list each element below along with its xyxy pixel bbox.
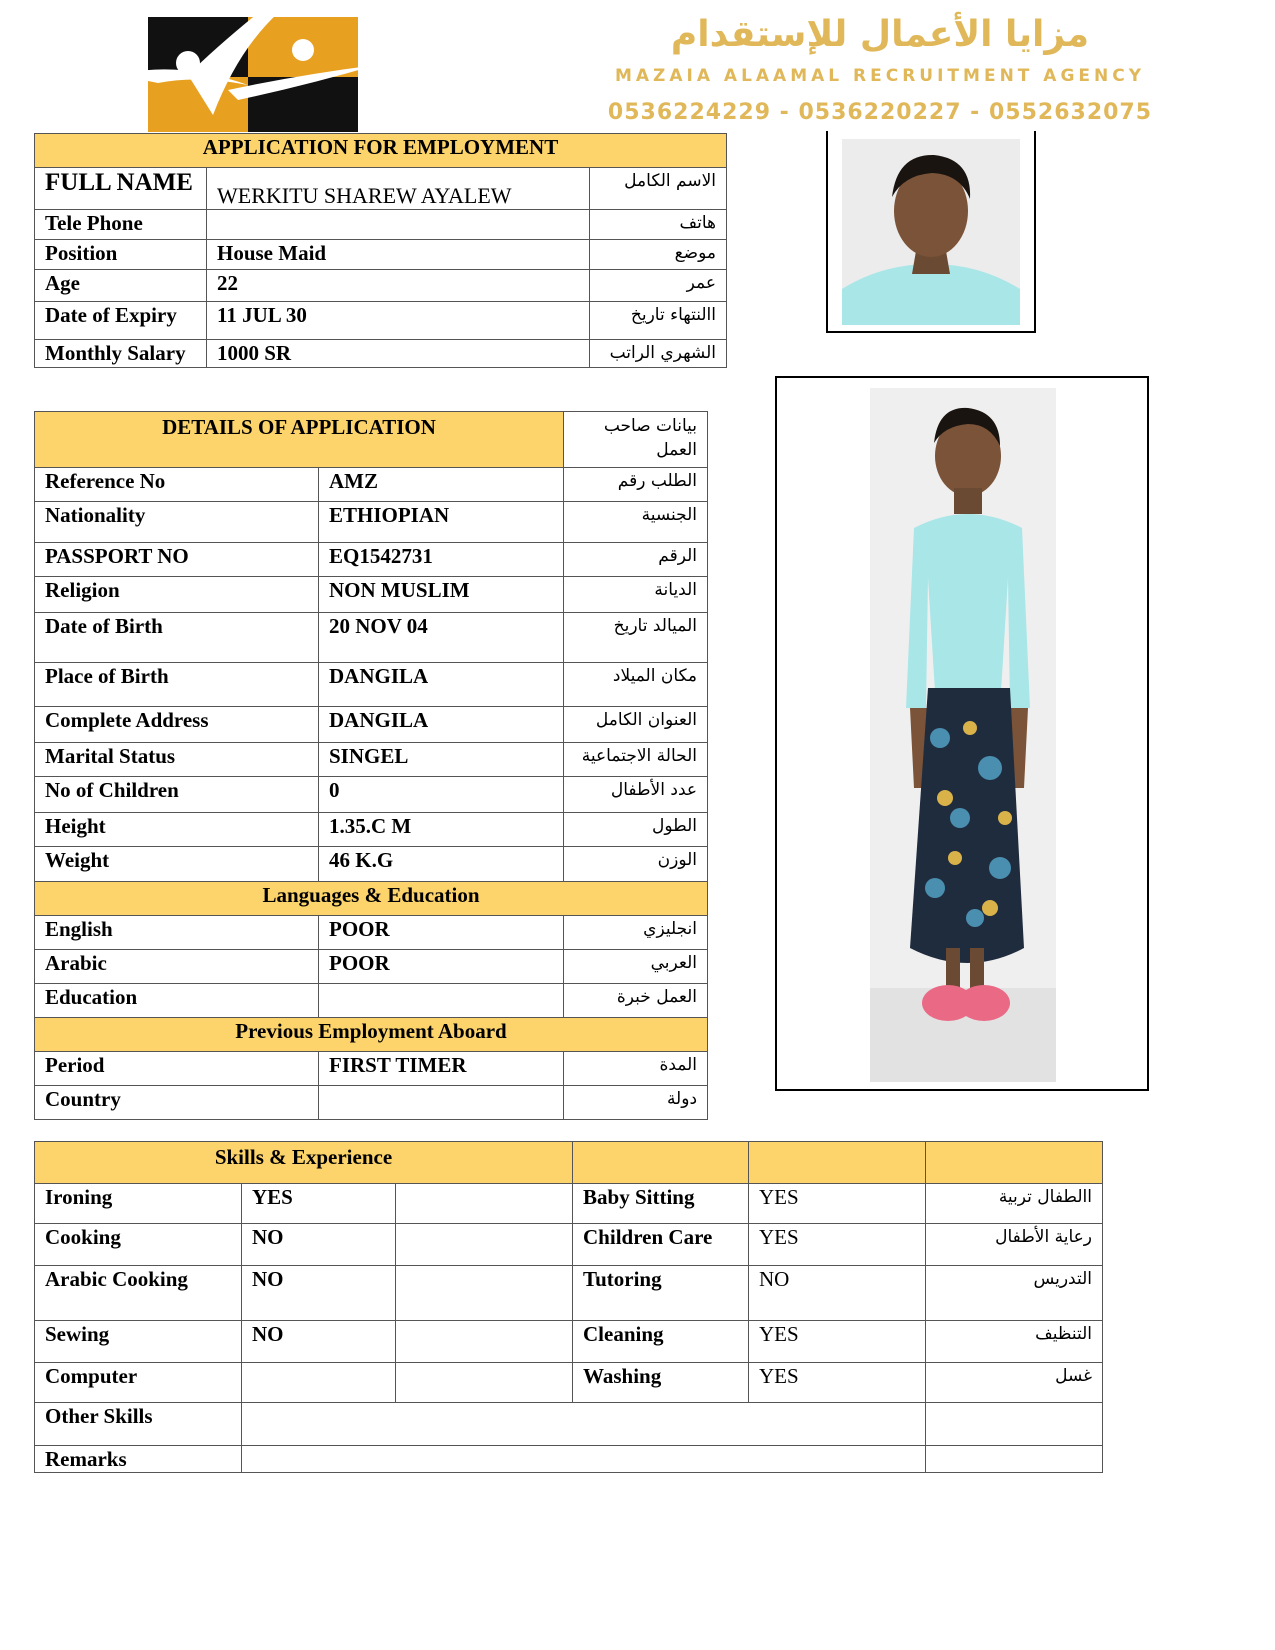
field-label-arabic: الميالد تاريخ (564, 613, 708, 663)
table-row (35, 813, 708, 847)
field-label-arabic: العربي (564, 950, 708, 984)
field-label: Date of Birth (35, 613, 319, 663)
table-row (35, 1446, 1103, 1473)
skill-value: YES (242, 1184, 396, 1224)
field-label-arabic: المدة (564, 1052, 708, 1086)
skill-value: YES (749, 1184, 926, 1224)
table-row (35, 1266, 1103, 1321)
skill-label: Ironing (35, 1184, 242, 1224)
skill-label: Washing (573, 1363, 749, 1403)
skills-title: Skills & Experience (35, 1142, 573, 1184)
field-label-arabic: انجليزي (564, 916, 708, 950)
skill-value (242, 1363, 396, 1403)
full-body-image (870, 388, 1056, 1082)
skill-value: NO (242, 1266, 396, 1321)
table-row (35, 468, 708, 502)
field-value: AMZ (319, 468, 564, 502)
field-value: 46 K.G (319, 847, 564, 882)
field-label-arabic: العمل خبرة (564, 984, 708, 1018)
table-row (35, 168, 727, 210)
field-label: Complete Address (35, 707, 319, 743)
table-row (35, 743, 708, 777)
table-row (35, 916, 708, 950)
field-label-arabic: الرقم (564, 543, 708, 577)
field-value: House Maid (207, 240, 590, 270)
details-title-arabic: بيانات صاحب العمل (564, 412, 708, 468)
agency-name-english: MAZAIA ALAAMAL RECRUITMENT AGENCY (614, 66, 1146, 86)
field-value (207, 210, 590, 240)
skill-label: Sewing (35, 1321, 242, 1363)
table-row (35, 1052, 708, 1086)
field-label-arabic: الطول (564, 813, 708, 847)
field-label: Education (35, 984, 319, 1018)
skill-label-arabic: التنظيف (926, 1321, 1103, 1363)
field-value: 1.35.C M (319, 813, 564, 847)
field-label-arabic: الديانة (564, 577, 708, 613)
field-label-arabic: هاتف (590, 210, 727, 240)
field-label-arabic: دولة (564, 1086, 708, 1120)
field-label: FULL NAME (35, 168, 207, 210)
field-label: PASSPORT NO (35, 543, 319, 577)
skill-label-arabic: غسل (926, 1363, 1103, 1403)
skills-table (34, 1141, 1103, 1473)
skill-label: Tutoring (573, 1266, 749, 1321)
skill-label: Cooking (35, 1224, 242, 1266)
field-label: Religion (35, 577, 319, 613)
field-value (319, 984, 564, 1018)
details-title: DETAILS OF APPLICATION (35, 412, 564, 468)
field-value: 11 JUL 30 (207, 302, 590, 340)
table-row (35, 240, 727, 270)
field-label-arabic: الشهري الراتب (590, 340, 727, 368)
table-row (35, 847, 708, 882)
field-value: DANGILA (319, 707, 564, 743)
field-label: Position (35, 240, 207, 270)
skill-label: Computer (35, 1363, 242, 1403)
field-value: SINGEL (319, 743, 564, 777)
field-label: Period (35, 1052, 319, 1086)
field-label: English (35, 916, 319, 950)
table-row (35, 340, 727, 368)
table-row (35, 210, 727, 240)
other-skills-label: Other Skills (35, 1403, 242, 1446)
agency-name-arabic: مزايا الأعمال للإستقدام (670, 14, 1090, 55)
field-value: ETHIOPIAN (319, 502, 564, 543)
field-label-arabic: الجنسية (564, 502, 708, 543)
table-row (35, 577, 708, 613)
table-row (35, 777, 708, 813)
table-row (35, 984, 708, 1018)
field-value: WERKITU SHAREW AYALEW (207, 168, 590, 210)
skill-label-arabic: رعاية الأطفال (926, 1224, 1103, 1266)
skill-value: NO (749, 1266, 926, 1321)
field-value: NON MUSLIM (319, 577, 564, 613)
languages-title: Languages & Education (35, 882, 708, 916)
field-value: FIRST TIMER (319, 1052, 564, 1086)
field-label: No of Children (35, 777, 319, 813)
field-label: Weight (35, 847, 319, 882)
table-row (35, 613, 708, 663)
field-label: Arabic (35, 950, 319, 984)
details-table (34, 411, 708, 1120)
full-body-photo (775, 376, 1149, 1091)
field-value: 20 NOV 04 (319, 613, 564, 663)
application-table (34, 133, 727, 368)
field-value (319, 1086, 564, 1120)
skill-label: Children Care (573, 1224, 749, 1266)
table-row (35, 1184, 1103, 1224)
skill-label: Baby Sitting (573, 1184, 749, 1224)
field-value: 1000 SR (207, 340, 590, 368)
field-label: Date of Expiry (35, 302, 207, 340)
field-label-arabic: موضع (590, 240, 727, 270)
field-label: Reference No (35, 468, 319, 502)
table-row (35, 302, 727, 340)
field-value: POOR (319, 950, 564, 984)
field-label-arabic: الحالة الاجتماعية (564, 743, 708, 777)
skill-value: NO (242, 1321, 396, 1363)
field-label: Height (35, 813, 319, 847)
previous-employment-title: Previous Employment Aboard (35, 1018, 708, 1052)
skill-value: YES (749, 1363, 926, 1403)
skill-label-arabic: التدريس (926, 1266, 1103, 1321)
field-value: POOR (319, 916, 564, 950)
table-row (35, 1086, 708, 1120)
table-row (35, 1403, 1103, 1446)
field-label: Age (35, 270, 207, 302)
table-row (35, 1321, 1103, 1363)
field-value: 0 (319, 777, 564, 813)
table-row (35, 270, 727, 302)
field-label: Place of Birth (35, 663, 319, 707)
agency-phones: 0536224229 - 0536220227 - 0552632075 (607, 100, 1153, 125)
field-value: DANGILA (319, 663, 564, 707)
field-label: Monthly Salary (35, 340, 207, 368)
skill-label: Cleaning (573, 1321, 749, 1363)
portrait-photo (826, 131, 1036, 333)
table-row (35, 950, 708, 984)
table-row (35, 1224, 1103, 1266)
table-row (35, 502, 708, 543)
remarks-label: Remarks (35, 1446, 242, 1473)
skill-label: Arabic Cooking (35, 1266, 242, 1321)
field-value: 22 (207, 270, 590, 302)
skill-value: YES (749, 1321, 926, 1363)
field-label-arabic: عمر (590, 270, 727, 302)
field-label-arabic: الطلب رقم (564, 468, 708, 502)
field-label-arabic: العنوان الكامل (564, 707, 708, 743)
field-label-arabic: الوزن (564, 847, 708, 882)
table-row (35, 707, 708, 743)
field-label-arabic: عدد الأطفال (564, 777, 708, 813)
portrait-image (842, 139, 1020, 325)
field-label-arabic: الاسم الكامل (590, 168, 727, 210)
skill-value: YES (749, 1224, 926, 1266)
table-row (35, 1363, 1103, 1403)
field-label: Country (35, 1086, 319, 1120)
field-value: EQ1542731 (319, 543, 564, 577)
agency-logo (118, 5, 376, 133)
field-label: Marital Status (35, 743, 319, 777)
field-label: Nationality (35, 502, 319, 543)
application-title: APPLICATION FOR EMPLOYMENT (35, 134, 727, 168)
field-label-arabic: مكان الميلاد (564, 663, 708, 707)
field-label: Tele Phone (35, 210, 207, 240)
skill-label-arabic: االطفال تربية (926, 1184, 1103, 1224)
field-label-arabic: االنتهاء تاريخ (590, 302, 727, 340)
table-row (35, 543, 708, 577)
table-row (35, 663, 708, 707)
skill-value: NO (242, 1224, 396, 1266)
